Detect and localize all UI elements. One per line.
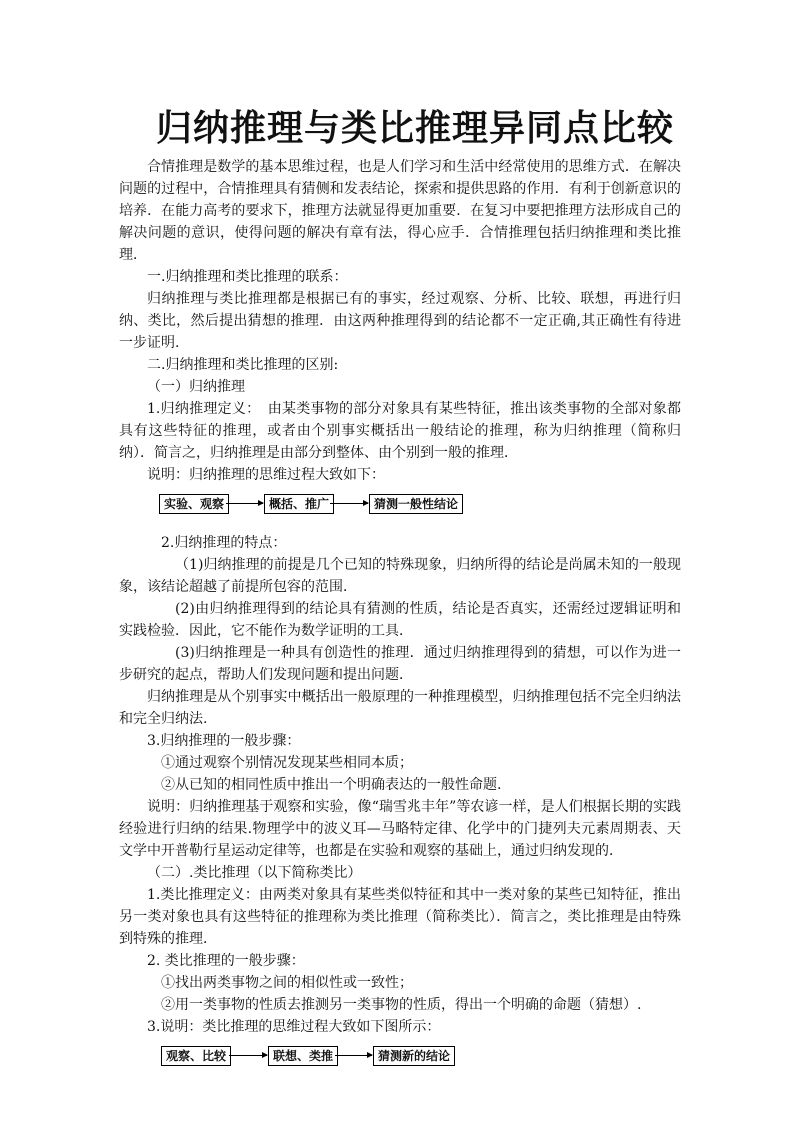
feature-1: （1)归纳推理的前提是几个已知的特殊现象，归纳所得的结论是尚属未知的一般现象，该结论超越了前提所包容的范围． xyxy=(119,557,681,595)
induction-heading: （一）归纳推理 xyxy=(147,379,245,395)
induction-explanation: 说明：归纳推理基于观察和实验，像“瑞雪兆丰年”等农谚一样，是人们根据长期的实践经验进行归纳的结果.物理学中的波义耳—马略特定律、化学中的门捷列夫元素周期表、天文学中开普勒行星运动定律等，也都是在实验和观察的基础上，通过归纳发现的． xyxy=(119,799,681,859)
flow-arrow-icon xyxy=(335,1055,372,1056)
analogy-definition: 1.类比推理定义：由两类对象具有某些类似特征和其中一类对象的某些已知特征，推出另一类对象也具有这些特征的推理称为类比推理（简称类比）．简言之，类比推理是由特殊到特殊的推理． xyxy=(119,887,681,947)
features-heading: 2.归纳推理的特点： xyxy=(161,535,287,551)
feature-3: (3)归纳推理是一种具有创造性的推理．通过归纳推理得到的猜想，可以作为进一步研究的起点，帮助人们发现问题和提出问题． xyxy=(119,645,681,683)
analogy-flow-diagram xyxy=(119,1038,681,1078)
flow-box-observe: 实验、观察 xyxy=(159,494,229,514)
document-body xyxy=(119,156,681,1078)
induction-flow-diagram xyxy=(119,486,681,526)
feature-2: (2)由归纳推理得到的结论具有猜测的性质，结论是否真实，还需经过逻辑证明和实践检验．因此，它不能作为数学证明的工具． xyxy=(119,601,681,639)
section2-heading: 二.归纳推理和类比推理的区别: xyxy=(147,357,339,373)
analogy-step-2: ②用一类事物的性质去推测另一类事物的性质，得出一个明确的命题（猜想）. xyxy=(161,997,642,1013)
induction-step-2: ②从已知的相同性质中推出一个明确表达的一般性命题. xyxy=(161,777,502,793)
section1-text: 归纳推理与类比推理都是根据已有的事实，经过观察、分析、比较、联想，再进行归纳、类比，然后提出猜想的推理．由这两种推理得到的结论都不一定正确,其正确性有待进一步证明. xyxy=(119,291,681,351)
flow-arrow-icon xyxy=(229,1055,267,1056)
analogy-step-1: ①找出两类事物之间的相似性或一致性； xyxy=(161,975,413,991)
induction-step-1: ①通过观察个别情况发现某些相同本质； xyxy=(161,755,413,771)
flow-arrow-icon xyxy=(226,503,263,504)
flow-box-new-conclusion: 猜测新的结论 xyxy=(373,1046,455,1066)
flow-arrow-icon xyxy=(330,503,368,504)
analogy-heading: （二）.类比推理（以下简称类比） xyxy=(147,865,362,881)
induction-steps-heading: 3.归纳推理的一般步骤： xyxy=(147,733,301,749)
analogy-flow-note: 3.说明：类比推理的思维过程大致如下图所示： xyxy=(147,1019,441,1035)
flow-box-conjecture: 猜测一般性结论 xyxy=(369,494,463,514)
flow-box-generalize: 概括、推广 xyxy=(264,494,334,514)
flow-box-associate: 联想、类推 xyxy=(268,1046,338,1066)
intro-paragraph: 合情推理是数学的基本思维过程，也是人们学习和生活中经常使用的思维方式．在解决问题的过程中，合情推理具有猜侧和发表结论，探索和提供思路的作用．有利于创新意识的培养．在能力高考的要求下，推理方法就显得更加重要．在复习中要把推理方法形成自己的解决问题的意识，使得问题的解决有章有法，得心应手．合情推理包括归纳推理和类比推理． xyxy=(119,159,681,263)
flow-box-compare: 观察、比较 xyxy=(161,1046,231,1066)
section1-heading: 一.归纳推理和类比推理的联系： xyxy=(147,269,348,285)
induction-flow-note: 说明：归纳推理的思维过程大致如下： xyxy=(147,467,385,483)
induction-summary: 归纳推理是从个别事实中概括出一般原理的一种推理模型，归纳推理包括不完全归纳法和完全归纳法. xyxy=(119,689,681,727)
analogy-steps-heading: 2. 类比推理的一般步骤： xyxy=(147,953,305,969)
induction-definition: 1.归纳推理定义： 由某类事物的部分对象具有某些特征，推出该类事物的全部对象都具有这些特征的推理，或者由个别事实概括出一般结论的推理，称为归纳推理（简称归纳）．简言之，归纳推理是由部分到整体、由个别到一般的推理． xyxy=(119,401,681,461)
page-title: 归纳推理与类比推理异同点比较 xyxy=(155,107,674,149)
